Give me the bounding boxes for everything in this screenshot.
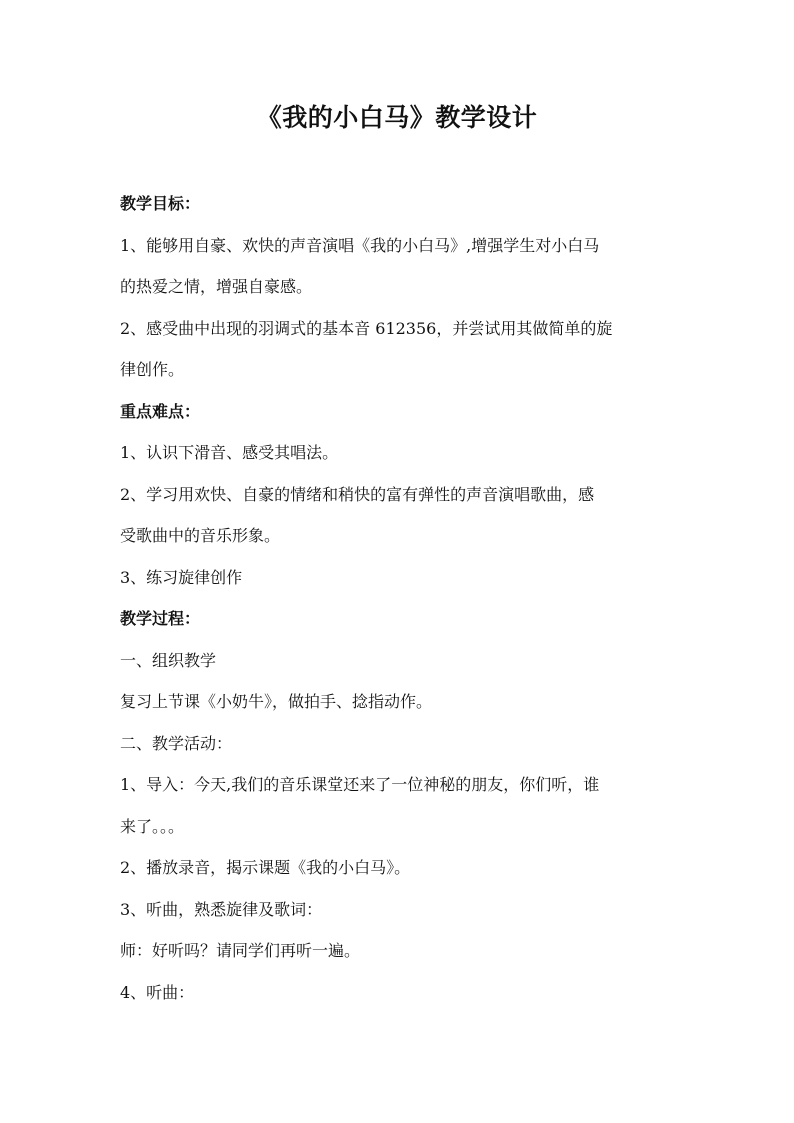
paragraph-line: 1、导入：今天,我们的音乐课堂还来了一位神秘的朋友，你们听，谁 bbox=[120, 775, 600, 794]
paragraph-line: 律创作。 bbox=[120, 360, 185, 379]
paragraph-line: 3、听曲，熟悉旋律及歌词： bbox=[120, 899, 323, 919]
paragraph-line: 二、教学活动： bbox=[120, 733, 233, 753]
paragraph-line: 4、听曲： bbox=[120, 982, 195, 1002]
paragraph-line: 2、播放录音，揭示课题《我的小白马》。 bbox=[120, 858, 411, 877]
paragraph-line: 1、认识下滑音、感受其唱法。 bbox=[120, 443, 339, 462]
paragraph-line: 复习上节课《小奶牛》，做拍手、捻指动作。 bbox=[120, 692, 433, 711]
section-heading-goals: 教学目标： bbox=[120, 194, 201, 213]
paragraph-line: 受歌曲中的音乐形象。 bbox=[120, 526, 281, 545]
paragraph-line: 的热爱之情，增强自豪感。 bbox=[120, 277, 313, 296]
paragraph-line: 一、组织教学 bbox=[120, 650, 217, 670]
section-heading-process: 教学过程： bbox=[120, 609, 201, 628]
paragraph-line: 2、学习用欢快、自豪的情绪和稍快的富有弹性的声音演唱歌曲，感 bbox=[120, 484, 595, 504]
document-body bbox=[120, 183, 680, 1013]
paragraph-line: 3、练习旋律创作 bbox=[120, 567, 243, 587]
section-heading-key-points: 重点难点： bbox=[120, 401, 201, 421]
paragraph-line: 2、感受曲中出现的羽调式的基本音 612356，并尝试用其做简单的旋 bbox=[120, 318, 613, 338]
paragraph-line: 1、能够用自豪、欢快的声音演唱《我的小白马》,增强学生对小白马 bbox=[120, 235, 600, 255]
document-title: 《我的小白马》教学设计 bbox=[256, 103, 538, 132]
paragraph-line: 师：好听吗？请同学们再听一遍。 bbox=[120, 941, 361, 960]
paragraph-line: 来了。。。 bbox=[120, 816, 185, 836]
